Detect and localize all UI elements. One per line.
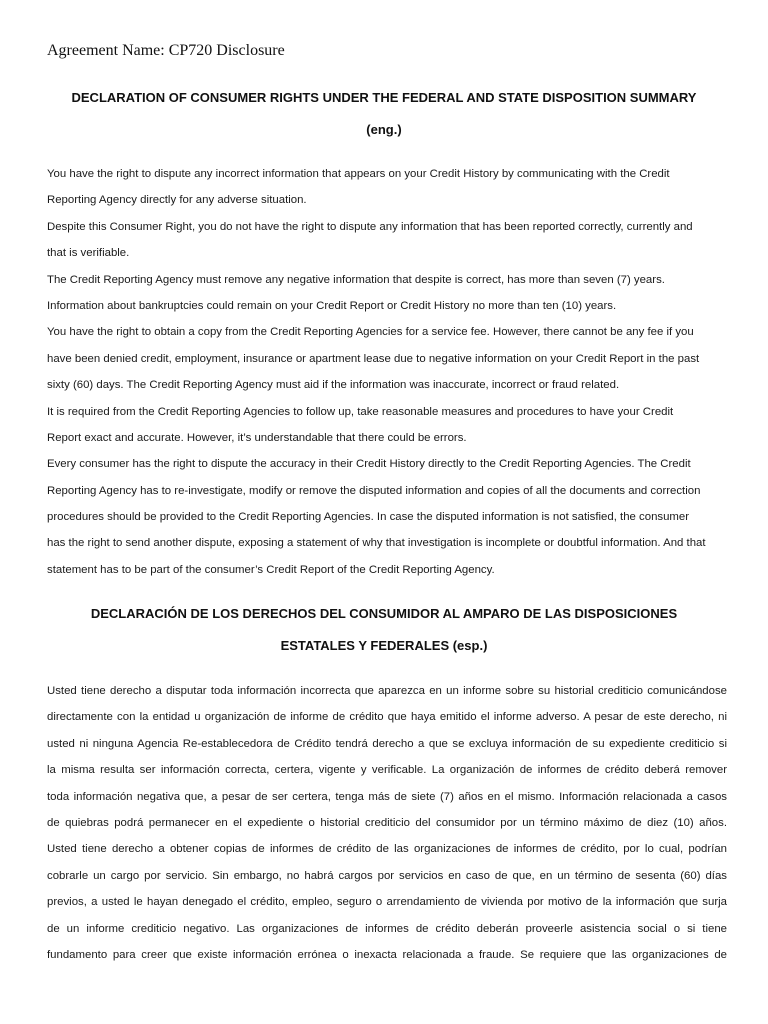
spanish-body-line: directamente con la entidad u organización de informe de crédito que haya emitido el informe adverso. A pesar de este derecho, ni bbox=[47, 711, 727, 724]
spanish-body-line: cobrarle un cargo por servicio. Sin embargo, no habrá cargos por servicios en caso de que, en un término de sesenta (60) días bbox=[47, 869, 727, 882]
spanish-body-line: Usted tiene derecho a disputar toda información incorrecta que aparezca en un informe sobre su historial crediticio comunicándose bbox=[47, 685, 727, 697]
english-body-line: Report exact and accurate. However, it’s understandable that there could be errors. bbox=[47, 431, 467, 444]
english-section-body bbox=[47, 161, 727, 583]
english-section-heading bbox=[40, 82, 728, 146]
spanish-body-line: de quiebras podrá permanecer en el expediente o historial crediticio del consumidor por un término máximo de diez (10) años. bbox=[47, 816, 727, 829]
spanish-body-line: toda información negativa que, a pesar de ser certera, tenga más de siete (7) años en el mismo. Información relacionada a casos bbox=[47, 790, 727, 803]
english-body-line: have been denied credit, employment, insurance or apartment lease due to negative information on your Credit Report in the past bbox=[47, 352, 700, 365]
english-body-line: You have the right to dispute any incorrect information that appears on your Credit History by communicating with the Credit bbox=[47, 168, 670, 180]
english-body-line: Reporting Agency directly for any adverse situation. bbox=[47, 194, 307, 207]
spanish-body-line: de un informe crediticio negativo. Las organizaciones de informes de crédito deberán proveerle asistencia social o si tiene bbox=[47, 922, 727, 935]
agreement-name: Agreement Name: CP720 Disclosure bbox=[47, 42, 285, 59]
english-body-line: Despite this Consumer Right, you do not have the right to dispute any information that has been reported correctly, currently and bbox=[47, 220, 693, 233]
english-body-line: It is required from the Credit Reporting Agencies to follow up, take reasonable measures and procedures to have your Credit bbox=[47, 405, 674, 418]
spanish-body-line: usted ni ninguna Agencia Re-establecedora de Crédito tendrá derecho a que se excluya información de su expediente crediticio si bbox=[47, 737, 727, 750]
english-body-line: Information about bankruptcies could remain on your Credit Report or Credit History no more than ten (10) years. bbox=[47, 299, 617, 312]
english-heading-line: (eng.) bbox=[366, 122, 402, 137]
spanish-heading-line: DECLARACIÓN DE LOS DERECHOS DEL CONSUMIDOR AL AMPARO DE LAS DISPOSICIONES bbox=[90, 606, 678, 621]
english-body-line: procedures should be provided to the Credit Reporting Agencies. In case the disputed information is not satisfied, the consumer bbox=[47, 511, 690, 524]
spanish-heading-line: ESTATALES Y FEDERALES (esp.) bbox=[280, 638, 488, 653]
spanish-body-line: la misma resulta ser información correcta, certera, vigente y verificable. La organización de informes de crédito deberá remover bbox=[47, 764, 727, 777]
english-heading-line: DECLARATION OF CONSUMER RIGHTS UNDER THE FEDERAL AND STATE DISPOSITION SUMMARY bbox=[71, 90, 697, 105]
spanish-body-line: previos, a usted le hayan denegado el crédito, empleo, seguro o arrendamiento de vivienda por motivo de la información que surja bbox=[47, 896, 727, 909]
spanish-section-body bbox=[47, 678, 727, 968]
english-body-line: The Credit Reporting Agency must remove any negative information that despite is correct, has more than seven (7) years. bbox=[47, 273, 665, 286]
english-body-line: You have the right to obtain a copy from the Credit Reporting Agencies for a service fee. However, there cannot be any fee if you bbox=[47, 326, 694, 339]
spanish-body-line: fundamento para creer que existe información errónea o inexacta relacionada a fraude. Se requiere que las organizaciones de bbox=[47, 948, 727, 961]
spanish-body-line: Usted tiene derecho a obtener copias de informes de crédito de las organizaciones de informes de crédito, por lo cual, podrían bbox=[47, 843, 727, 856]
english-body-line: Reporting Agency has to re-investigate, modify or remove the disputed information and copies of all the documents and correction bbox=[47, 484, 701, 497]
english-body-line: Every consumer has the right to dispute the accuracy in their Credit History directly to the Credit Reporting Agencies. The Credit bbox=[47, 458, 691, 471]
english-body-line: that is verifiable. bbox=[47, 247, 130, 260]
english-body-line: statement has to be part of the consumer’s Credit Report of the Credit Reporting Agency. bbox=[47, 563, 495, 576]
english-body-line: has the right to send another dispute, exposing a statement of why that investigation is incomplete or doubtful information. And that bbox=[47, 537, 706, 550]
spanish-section-heading bbox=[40, 598, 728, 662]
english-body-line: sixty (60) days. The Credit Reporting Agency must aid if the information was inaccurate, incorrect or fraud related. bbox=[47, 379, 620, 392]
